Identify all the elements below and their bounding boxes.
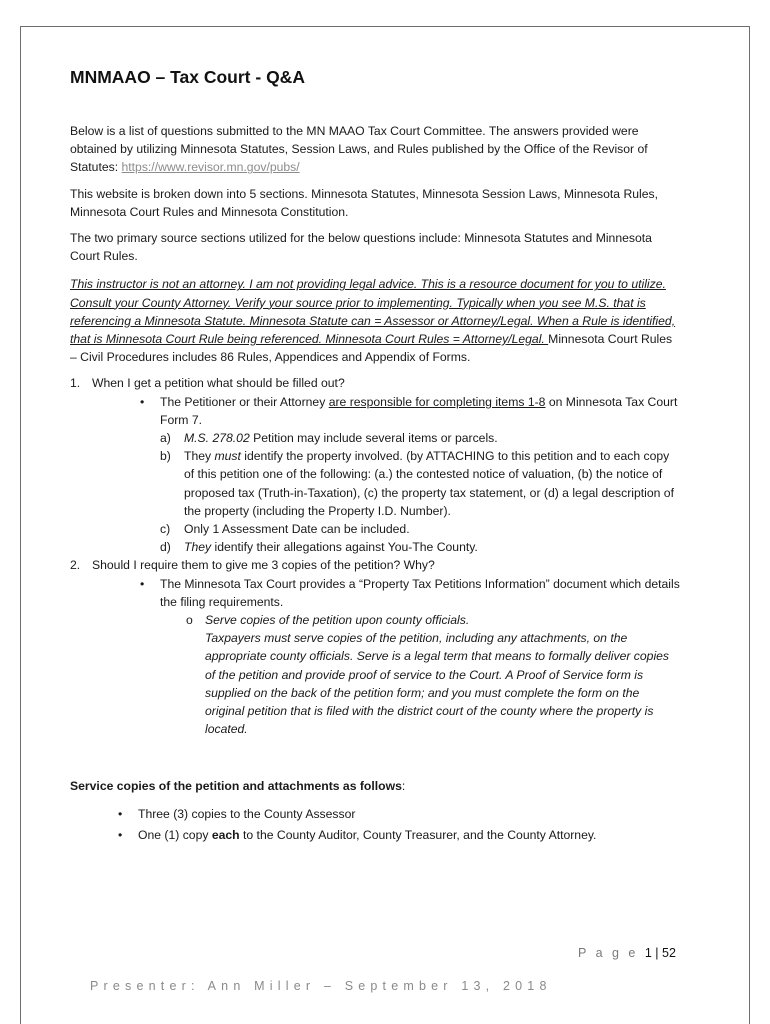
circle-item: [160, 611, 680, 738]
question-number: 1.: [70, 376, 81, 391]
disclaimer-rest: Minnesota Court Rules – Civil Procedures includes 86 Rules, Appendices and Appendix of Forms.: [70, 332, 673, 365]
service-item-text: One (1) copy: [138, 827, 212, 842]
answer-bullet: [92, 575, 680, 739]
service-heading: [70, 777, 680, 795]
service-item-text: Three (3) copies to the County Assessor: [138, 806, 356, 821]
emphasis: must: [214, 449, 241, 464]
page-title: MNMAAO – Tax Court - Q&A: [70, 67, 305, 87]
statute-ref: M.S. 278.02: [184, 431, 250, 446]
bullet-icon: •: [118, 827, 123, 842]
page-label: P a g e: [578, 946, 645, 960]
circle-list: [160, 611, 680, 738]
answer-bullets: [92, 575, 680, 739]
circle-item-body: Taxpayers must serve copies of the petition, including any attachments, on the appropriate county officials. Serve is a legal term that means to formally deliver copies of the petition and provide proof of service to the Court. A Proof of Service form is supplied on the back of the petition form; and you must complete the form on the original petition that is filed with the district court of the county where the property is located.: [205, 631, 670, 737]
sub-item-a: [160, 429, 680, 447]
sub-item-text: They: [184, 449, 215, 464]
sub-item-marker: a): [160, 431, 171, 446]
circle-item-heading: Serve copies of the petition upon county officials.: [205, 613, 470, 628]
sub-item-marker: c): [160, 522, 171, 537]
question-text: When I get a petition what should be filled out?: [92, 376, 345, 391]
question-1: [70, 374, 680, 556]
question-number: 2.: [70, 558, 81, 573]
sub-item-d: [160, 538, 680, 556]
answer-bullets: [92, 393, 680, 557]
service-item-text-end: to the County Auditor, County Treasurer, and the County Attorney.: [239, 827, 597, 842]
intro-paragraph: [70, 122, 680, 177]
disclaimer-paragraph: [70, 275, 680, 366]
question-list: [70, 374, 680, 738]
sub-item-text: Petition may include several items or parcels.: [249, 431, 498, 446]
sections-paragraph: This website is broken down into 5 sections. Minnesota Statutes, Minnesota Session Laws, Minnesota Rules, Minnesota Court Rules and Minnesota Constitution.: [70, 186, 659, 219]
document-content: [70, 66, 680, 847]
sub-item-b: [160, 447, 680, 520]
bullet-text: The Petitioner or their Attorney: [160, 394, 329, 409]
sub-item-c: [160, 520, 680, 538]
bullet-icon: •: [140, 576, 145, 591]
intro-text: Below is a list of questions submitted to the MN MAAO Tax Court Committee. The answers provided were obtained by utilizing Minnesota Statutes, Session Laws, and Rules published by the Office of the Revisor of Statutes:: [70, 124, 648, 175]
sub-item-text: identify their allegations against You-The County.: [211, 540, 478, 555]
sub-item-marker: b): [160, 449, 171, 464]
bullet-icon: •: [118, 806, 123, 821]
bullet-text-end: on Minnesota Tax Court Form 7.: [160, 394, 678, 427]
page-separator: |: [651, 946, 663, 960]
service-item-1: [70, 805, 680, 823]
bullet-text: The Minnesota Tax Court provides a “Property Tax Petitions Information” document which details the filing requirements.: [160, 576, 680, 609]
bullet-icon: •: [140, 394, 145, 409]
page-number: [578, 946, 676, 960]
service-heading-colon: :: [401, 778, 406, 793]
service-item-2: [70, 826, 680, 844]
circle-bullet-icon: o: [186, 613, 193, 628]
presenter-footer: Presenter: Ann Miller – September 13, 2018: [90, 979, 552, 993]
page-current: 1: [644, 946, 652, 960]
sub-item-text: Only 1 Assessment Date can be included.: [184, 522, 410, 537]
sub-item-list: [160, 429, 680, 556]
page-total: 52: [662, 946, 676, 960]
emphasis: They: [184, 540, 212, 555]
service-heading-bold: Service copies of the petition and attachments as follows: [70, 778, 402, 793]
sub-item-marker: d): [160, 540, 171, 555]
question-text: Should I require them to give me 3 copies of the petition? Why?: [92, 558, 435, 573]
question-2: [70, 556, 680, 738]
service-item-bold: each: [211, 827, 240, 842]
revisor-link[interactable]: https://www.revisor.mn.gov/pubs/: [121, 160, 300, 175]
disclaimer-italic: This instructor is not an attorney. I am not providing legal advice. This is a resource document for you to utilize. Consult your County Attorney. Verify your source prior to implementing. Typically when you see M.S. that is referencing a Minnesota Statute. Minnesota Statute can = Assessor or Attorney/Legal. When a Rule is identified, that is Minnesota Court Rule being referenced. Minnesota Court Rules = Attorney/Legal.: [70, 277, 676, 347]
answer-bullet: [92, 393, 680, 557]
sub-item-text-end: identify the property involved. (by ATTACHING to this petition and to each copy of this petition one of the following: (a.) the contested notice of valuation, (b) the notice of proposed tax (Truth-in-Taxation), (c) the property tax statement, or (d) a legal description of the property (including the Property I.D. Number).: [184, 449, 674, 518]
bullet-underlined: are responsible for completing items 1-8: [328, 394, 546, 409]
service-list: [70, 805, 680, 844]
sources-paragraph: The two primary source sections utilized for the below questions include: Minnesota Statutes and Minnesota Court Rules.: [70, 231, 652, 264]
